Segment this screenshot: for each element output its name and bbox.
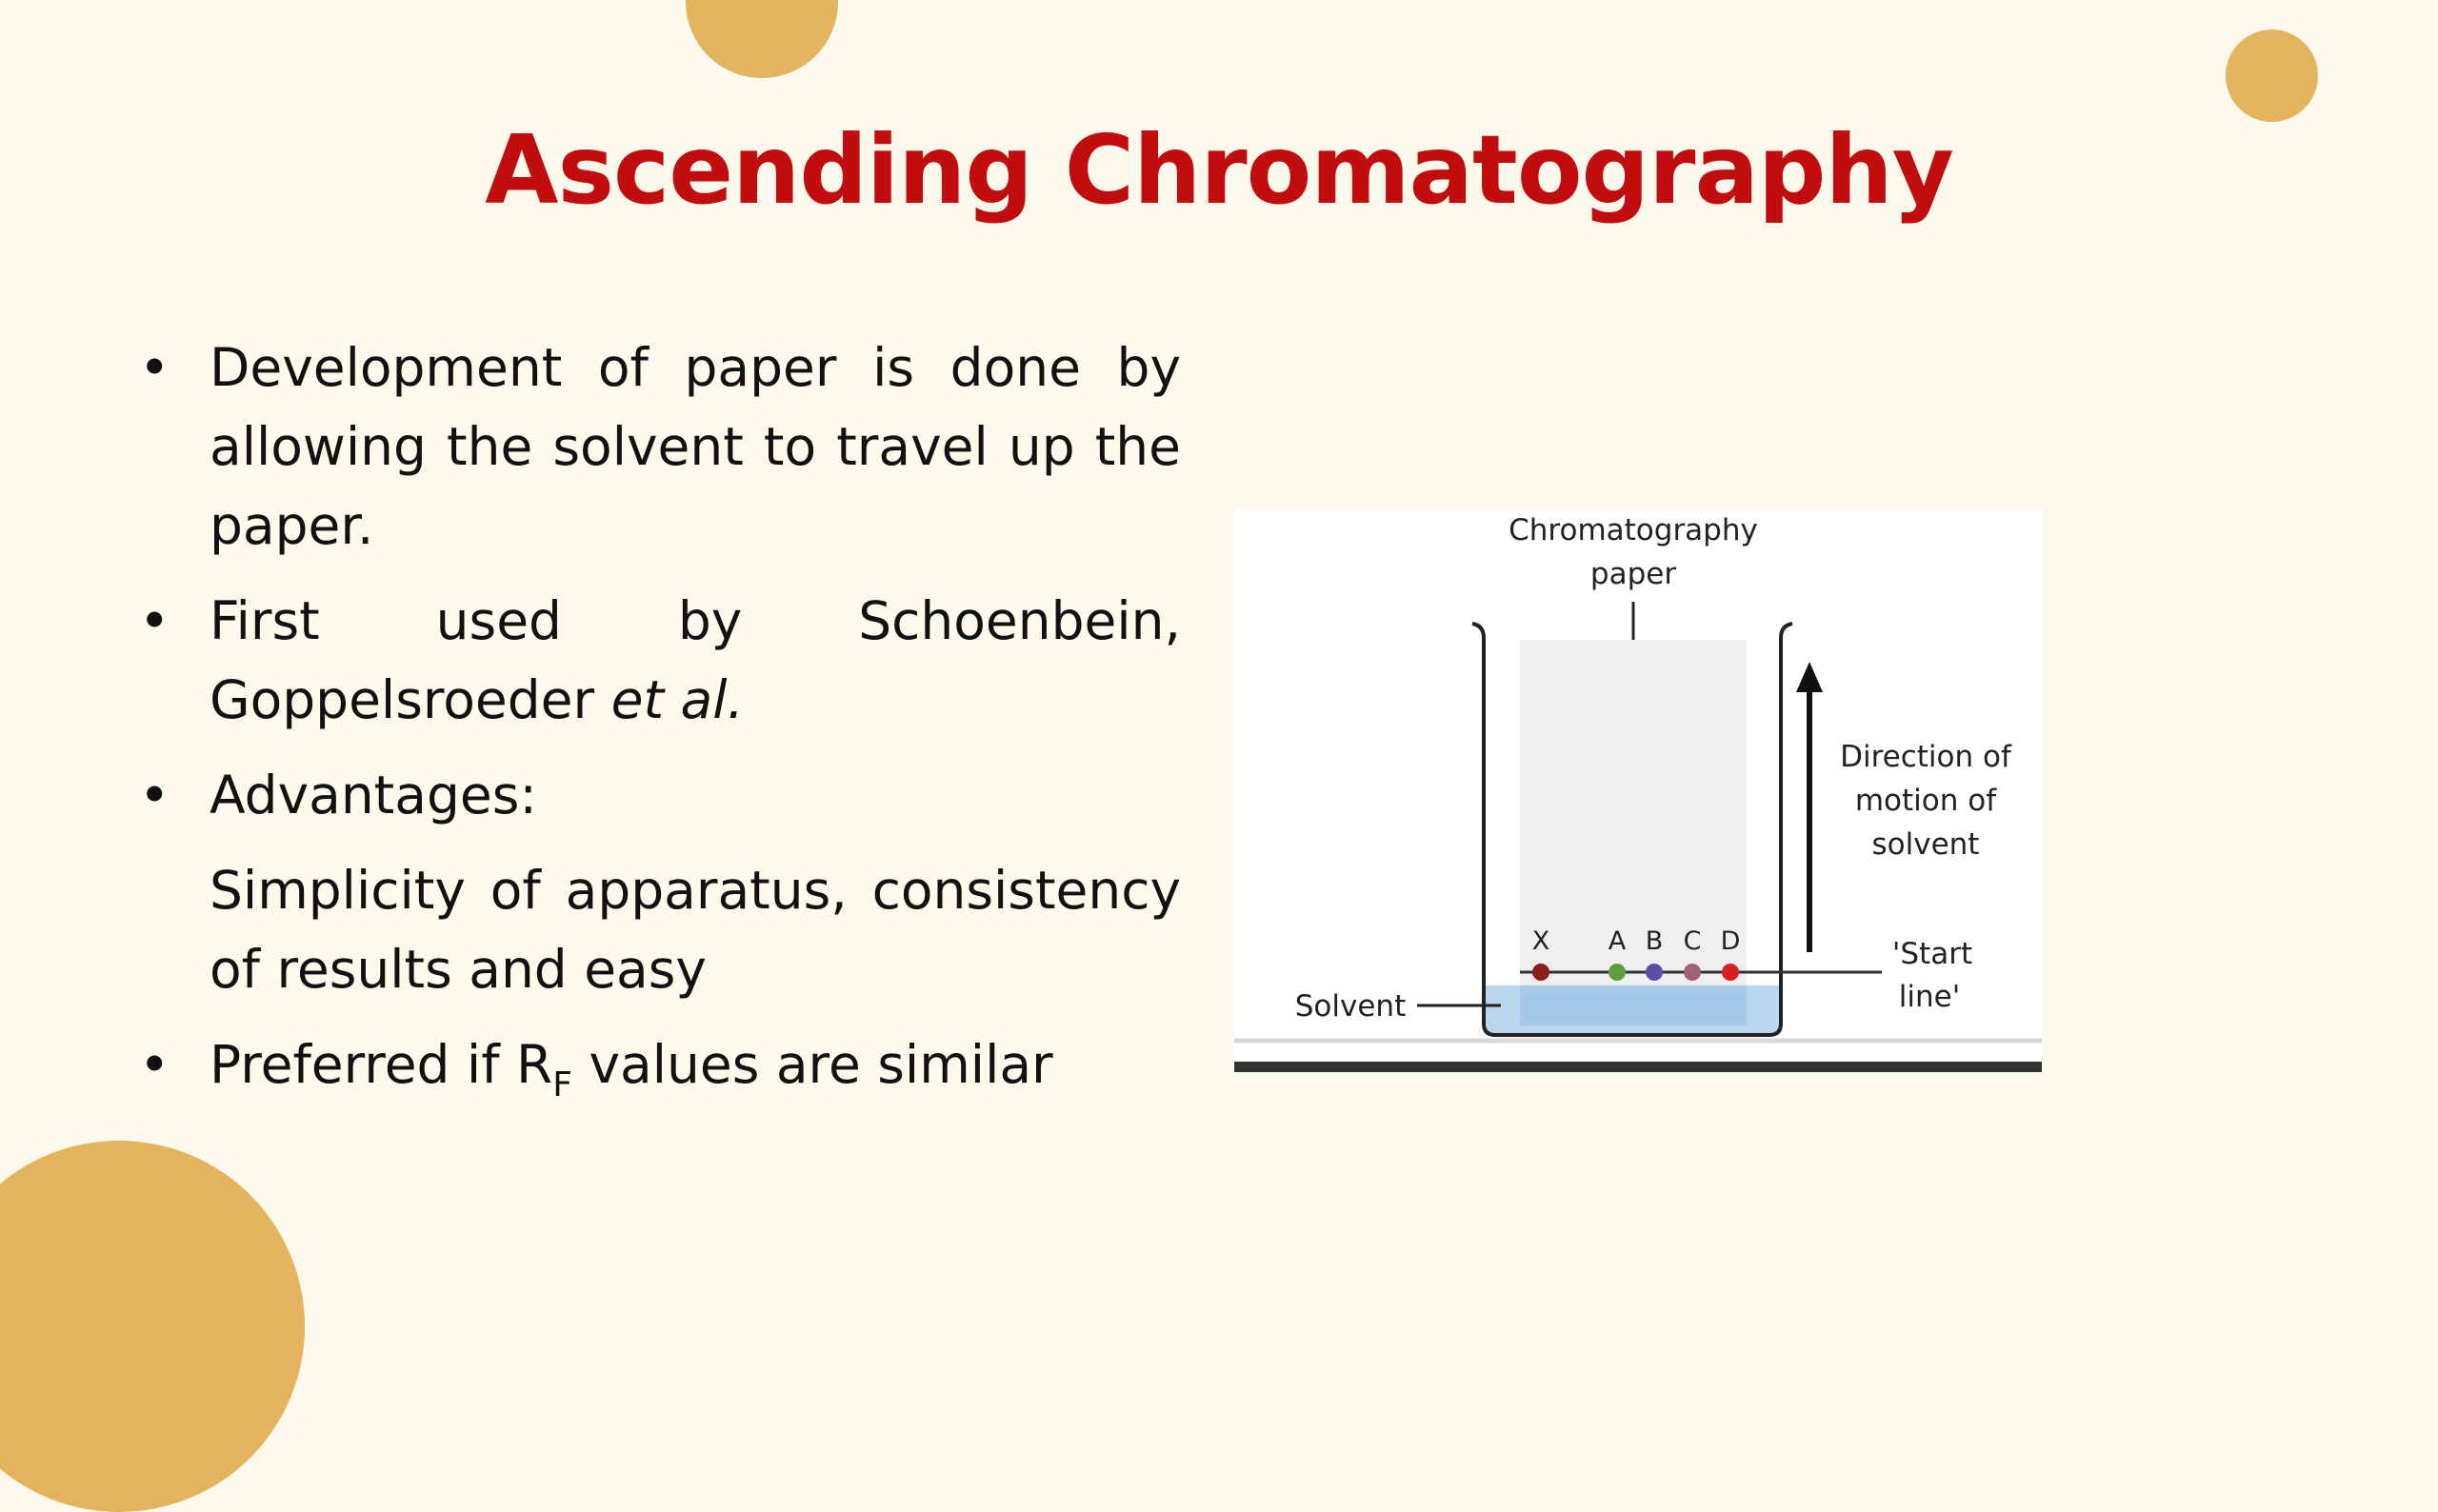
bullet-item-first-used	[133, 582, 1181, 740]
table-surface	[1234, 1062, 2042, 1072]
advantages-paragraph	[133, 851, 1181, 1009]
spot-x	[1532, 964, 1549, 981]
bullet-text-italic: et al.	[610, 669, 744, 730]
paper-wet-zone	[1520, 985, 1747, 1025]
spot-label-c: C	[1683, 926, 1702, 956]
start-line-label-line1: 'Start	[1891, 937, 1973, 971]
bullet-text: Goppelsroeder	[210, 669, 611, 730]
start-line-label-line2: line'	[1898, 980, 1961, 1014]
chromatography-paper	[1520, 640, 1747, 992]
bullet-text: values are similar	[572, 1034, 1053, 1095]
decorative-circle-right	[2226, 30, 2318, 122]
spot-label-b: B	[1645, 926, 1664, 956]
solvent-label: Solvent	[1294, 989, 1407, 1024]
bullet-dot: •	[139, 590, 170, 651]
decorative-circle-top	[686, 0, 838, 78]
bullet-text-line: Advantages:	[210, 765, 537, 826]
decorative-circle-bottom	[0, 1141, 305, 1512]
chromatography-diagram	[1234, 509, 2042, 1072]
spot-label-x: X	[1531, 926, 1550, 956]
bullet-text-line: allowing the solvent to travel up the	[210, 416, 1181, 477]
slide-title: Ascending Chromatography	[485, 114, 1953, 226]
bullet-dot: •	[139, 1034, 170, 1095]
paragraph-line: Simplicity of apparatus, consistency	[210, 860, 1181, 921]
subscript-f: F	[552, 1065, 572, 1104]
bullet-list	[133, 328, 1181, 1121]
direction-label-line2: motion of	[1854, 784, 1997, 818]
bullet-text: Preferred if R	[210, 1034, 553, 1095]
bullet-item-development	[133, 328, 1181, 566]
bullet-item-preferred	[133, 1025, 1181, 1104]
spot-label-a: A	[1608, 926, 1627, 956]
direction-arrow-head	[1796, 662, 1823, 692]
direction-label-line3: solvent	[1871, 827, 1980, 862]
bullet-text-line	[210, 661, 1181, 740]
bullet-text-line: Development of paper is done by	[210, 337, 1181, 398]
bullet-text-line: First used by Schoenbein,	[210, 590, 1181, 651]
paper-label-line2: paper	[1589, 557, 1677, 591]
direction-label-line1: Direction of	[1840, 740, 2011, 774]
bullet-item-advantages	[133, 756, 1181, 835]
paper-label-line1: Chromatography	[1509, 513, 1758, 547]
spot-label-d: D	[1720, 926, 1741, 956]
spot-c	[1684, 964, 1701, 981]
chromatography-svg	[1234, 509, 2042, 1072]
spot-d	[1722, 964, 1739, 981]
bullet-dot: •	[139, 337, 170, 398]
paragraph-line: of results and easy	[210, 939, 707, 1000]
bullet-text-line	[210, 1025, 1181, 1104]
bullet-text-line: paper.	[210, 495, 374, 556]
spot-b	[1646, 964, 1663, 981]
spot-a	[1609, 964, 1626, 981]
bullet-dot: •	[139, 765, 170, 826]
